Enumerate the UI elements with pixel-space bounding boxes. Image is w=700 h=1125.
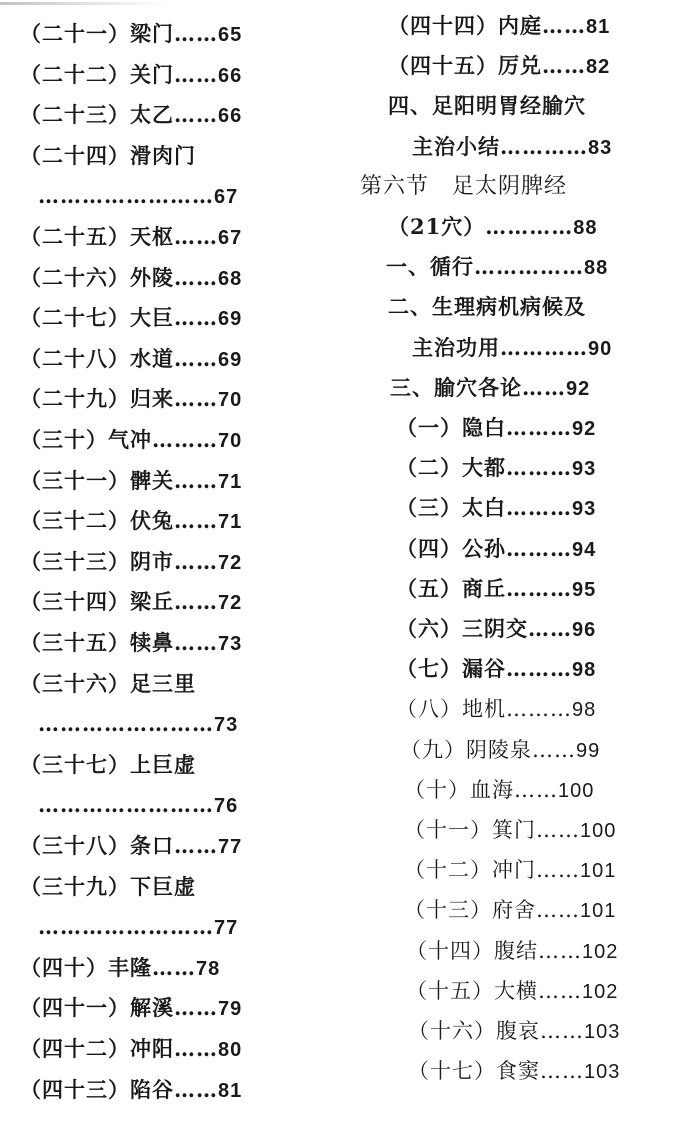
toc-entry bbox=[388, 294, 586, 320]
toc-leader-dots: …………………… bbox=[38, 183, 214, 209]
toc-page-number: 92 bbox=[572, 418, 597, 440]
toc-entry-title: （十四）腹结 bbox=[406, 938, 538, 963]
toc-page-number: 98 bbox=[572, 659, 597, 682]
toc-page-number: 72 bbox=[218, 592, 243, 615]
toc-entry bbox=[20, 143, 196, 169]
toc-page-number: 69 bbox=[218, 348, 243, 371]
toc-page-number: 93 bbox=[572, 498, 597, 521]
toc-leader-dots: ……… bbox=[152, 427, 218, 452]
toc-page-number: 92 bbox=[566, 377, 591, 400]
toc-entry bbox=[388, 13, 610, 40]
toc-page-number: 70 bbox=[218, 389, 243, 412]
toc-page-number: 88 bbox=[573, 217, 598, 239]
toc-leader-dots: ……… bbox=[506, 697, 572, 722]
toc-leader-dots: …… bbox=[532, 737, 576, 762]
toc-page-number: 102 bbox=[582, 980, 619, 1003]
toc-entry-title: （三十二）伏兔 bbox=[20, 508, 174, 534]
toc-entry bbox=[20, 386, 242, 413]
toc-entry bbox=[396, 576, 596, 603]
toc-leader-dots: ………… bbox=[500, 133, 588, 159]
toc-entry bbox=[396, 495, 596, 522]
toc-leader-dots: …… bbox=[536, 818, 580, 842]
toc-entry-title: （三）太白 bbox=[396, 495, 506, 521]
toc-entry-title: （十二）冲门 bbox=[404, 858, 536, 883]
toc-entry-title: （三十七）上巨虚 bbox=[20, 751, 196, 777]
toc-entry bbox=[388, 214, 597, 241]
toc-entry-title: （九）阴陵泉 bbox=[400, 737, 532, 762]
toc-page-number: 69 bbox=[218, 308, 243, 331]
toc-entry bbox=[20, 21, 242, 48]
toc-leader-dots: …… bbox=[542, 53, 586, 79]
toc-entry bbox=[20, 1036, 242, 1063]
toc-entry-title: （十）血海 bbox=[404, 777, 514, 802]
toc-entry bbox=[396, 415, 596, 442]
toc-entry bbox=[20, 955, 220, 982]
toc-leader-dots: ………… bbox=[500, 334, 588, 360]
toc-entry bbox=[20, 630, 242, 657]
toc-entry-title: （二十七）大巨 bbox=[20, 305, 174, 331]
toc-leader-dots: …… bbox=[174, 589, 218, 615]
toc-leader-dots: …… bbox=[522, 374, 566, 400]
toc-leader-dots: …………………… bbox=[38, 914, 214, 940]
toc-entry bbox=[20, 62, 242, 89]
toc-leader-dots: ……… bbox=[506, 415, 572, 440]
toc-entry-title: （十五）大横 bbox=[406, 978, 538, 1003]
toc-leader-dots: …… bbox=[174, 21, 218, 46]
toc-entry bbox=[396, 656, 596, 683]
toc-entry bbox=[38, 711, 238, 738]
toc-entry bbox=[396, 455, 596, 482]
toc-entry bbox=[406, 938, 618, 965]
toc-entry-title: （四十三）陷谷 bbox=[20, 1076, 174, 1102]
toc-entry-title: 一、循行 bbox=[386, 254, 474, 280]
toc-entry bbox=[20, 549, 242, 576]
toc-entry-title: （十三）府舍 bbox=[404, 898, 536, 923]
toc-entry-title: （七）漏谷 bbox=[396, 656, 506, 682]
toc-entry-title: （四十一）解溪 bbox=[20, 995, 174, 1021]
scan-artifact bbox=[0, 2, 170, 5]
toc-entry-title: （21穴） bbox=[388, 214, 486, 239]
toc-page-number: 73 bbox=[214, 714, 239, 737]
toc-entry bbox=[20, 1077, 242, 1104]
toc-entry bbox=[20, 468, 242, 495]
toc-leader-dots: …… bbox=[174, 345, 218, 371]
toc-leader-dots: …… bbox=[174, 1036, 218, 1061]
toc-entry bbox=[20, 833, 242, 860]
toc-leader-dots: …… bbox=[542, 13, 586, 38]
toc-leader-dots: …… bbox=[540, 1019, 584, 1043]
toc-entry bbox=[20, 752, 196, 778]
toc-page-number: 72 bbox=[218, 551, 243, 574]
toc-entry bbox=[404, 777, 594, 804]
toc-leader-dots: …… bbox=[174, 61, 218, 87]
toc-page-number: 71 bbox=[218, 470, 243, 493]
toc-entry bbox=[390, 375, 590, 402]
toc-entry-title: （十一）箕门 bbox=[404, 818, 536, 842]
toc-entry-title: （四十四）内庭 bbox=[388, 13, 542, 38]
toc-entry-title: 第六节 足太阴脾经 bbox=[360, 173, 568, 199]
toc-page-number: 95 bbox=[572, 578, 597, 601]
toc-page-number: 65 bbox=[218, 24, 243, 46]
toc-page-number: 103 bbox=[584, 1021, 621, 1043]
toc-page-number: 67 bbox=[218, 227, 243, 249]
toc-entry bbox=[20, 671, 196, 697]
toc-page-number: 98 bbox=[572, 699, 597, 722]
toc-leader-dots: …… bbox=[174, 224, 218, 249]
toc-leader-dots: …… bbox=[540, 1059, 584, 1084]
toc-entry bbox=[404, 857, 616, 884]
toc-leader-dots: ……… bbox=[506, 495, 572, 521]
toc-entry bbox=[20, 346, 242, 373]
toc-leader-dots: …………… bbox=[474, 254, 584, 280]
toc-entry-title: （二十九）归来 bbox=[20, 386, 174, 412]
toc-entry bbox=[396, 536, 596, 563]
toc-entry-title: （三十九）下巨虚 bbox=[20, 873, 196, 899]
toc-entry bbox=[20, 874, 196, 900]
toc-entry-title: （四十五）厉兑 bbox=[388, 53, 542, 79]
toc-leader-dots: …… bbox=[536, 898, 580, 923]
toc-entry bbox=[20, 102, 242, 129]
toc-leader-dots: …… bbox=[174, 548, 218, 574]
toc-entry-title: （二十八）水道 bbox=[20, 345, 174, 371]
toc-entry bbox=[38, 183, 238, 210]
toc-page-number: 78 bbox=[196, 957, 221, 980]
toc-entry-title: （三十八）条口 bbox=[20, 833, 174, 858]
toc-page-number: 101 bbox=[580, 860, 617, 883]
toc-leader-dots: …… bbox=[174, 995, 218, 1021]
toc-entry bbox=[20, 265, 242, 292]
toc-entry-title: 主治小结 bbox=[412, 133, 500, 159]
toc-leader-dots: …… bbox=[174, 305, 218, 331]
toc-page-number: 82 bbox=[586, 56, 611, 79]
toc-entry bbox=[20, 224, 242, 251]
toc-entry bbox=[412, 134, 612, 161]
toc-leader-dots: …… bbox=[174, 386, 218, 412]
toc-page-number: 102 bbox=[582, 940, 619, 963]
toc-leader-dots: …… bbox=[174, 508, 218, 534]
toc-entry-title: 主治功用 bbox=[412, 334, 500, 360]
toc-entry-title: （二十一）梁门 bbox=[20, 21, 174, 46]
toc-leader-dots: ……… bbox=[506, 656, 572, 682]
toc-entry bbox=[20, 589, 242, 616]
toc-leader-dots: ……… bbox=[506, 575, 572, 601]
toc-page-number: 66 bbox=[218, 64, 243, 87]
toc-entry bbox=[20, 508, 242, 535]
toc-entry-title: 四、足阳明胃经腧穴 bbox=[388, 93, 586, 119]
toc-page-number: 67 bbox=[214, 186, 239, 209]
toc-leader-dots: …… bbox=[174, 833, 218, 858]
toc-entry bbox=[404, 897, 616, 924]
toc-page-number: 88 bbox=[584, 257, 609, 280]
toc-entry-title: （八）地机 bbox=[396, 697, 506, 722]
toc-entry bbox=[20, 305, 242, 332]
toc-page-number: 77 bbox=[214, 917, 239, 940]
toc-page-number: 79 bbox=[218, 998, 243, 1021]
toc-entry-title: （二十四）滑肉门 bbox=[20, 142, 196, 168]
toc-entry-title: （三十）气冲 bbox=[20, 427, 152, 452]
toc-page-number: 100 bbox=[558, 779, 595, 802]
toc-leader-dots: ………… bbox=[485, 214, 574, 239]
toc-entry bbox=[408, 1018, 620, 1045]
toc-entry bbox=[386, 254, 608, 281]
toc-entry-title: （三十五）犊鼻 bbox=[20, 630, 174, 655]
toc-entry-title: （四十二）冲阳 bbox=[20, 1036, 174, 1061]
toc-entry-title: （四十）丰隆 bbox=[20, 954, 152, 980]
toc-entry-title: （五）商丘 bbox=[396, 575, 506, 601]
toc-entry-title: （二十二）关门 bbox=[20, 61, 174, 87]
toc-entry-title: （三十三）阴市 bbox=[20, 548, 174, 574]
toc-entry-title: （十七）食窦 bbox=[408, 1059, 540, 1084]
toc-entry-title: （一）隐白 bbox=[396, 415, 506, 440]
toc-leader-dots: …… bbox=[174, 102, 218, 128]
toc-entry-title: 二、生理病机病候及 bbox=[388, 294, 586, 320]
toc-leader-dots: …… bbox=[514, 777, 558, 802]
toc-leader-dots: …… bbox=[528, 616, 572, 641]
toc-page-number: 94 bbox=[572, 538, 597, 561]
toc-entry-title: （二十三）太乙 bbox=[20, 102, 174, 128]
toc-page-number: 100 bbox=[580, 820, 617, 842]
toc-page-number: 66 bbox=[218, 105, 243, 128]
toc-entry-title: （十六）腹哀 bbox=[408, 1019, 540, 1043]
toc-leader-dots: …… bbox=[536, 858, 580, 883]
toc-page-number: 99 bbox=[576, 739, 601, 762]
toc-entry bbox=[406, 978, 618, 1005]
toc-entry bbox=[20, 995, 242, 1022]
toc-entry bbox=[388, 53, 610, 80]
toc-entry bbox=[396, 616, 596, 643]
toc-entry-title: （三十六）足三里 bbox=[20, 670, 196, 696]
toc-entry bbox=[38, 792, 238, 819]
toc-entry bbox=[408, 1058, 620, 1085]
toc-entry bbox=[388, 93, 586, 119]
toc-leader-dots: …………………… bbox=[38, 711, 214, 737]
toc-page-number: 80 bbox=[218, 1039, 243, 1061]
toc-entry bbox=[400, 737, 600, 764]
toc-entry-title: （二十六）外陵 bbox=[20, 264, 174, 290]
toc-leader-dots: …… bbox=[174, 264, 218, 290]
toc-page-number: 103 bbox=[584, 1061, 621, 1084]
toc-entry-title: （三十一）髀关 bbox=[20, 467, 174, 493]
toc-entry bbox=[412, 335, 612, 362]
toc-leader-dots: ……… bbox=[506, 455, 572, 481]
toc-page-number: 76 bbox=[214, 795, 239, 818]
toc-entry-title: （四）公孙 bbox=[396, 535, 506, 561]
toc-leader-dots: …… bbox=[174, 467, 218, 493]
toc-page-number: 77 bbox=[218, 836, 243, 858]
toc-leader-dots: ……… bbox=[506, 535, 572, 561]
toc-page-number: 81 bbox=[218, 1079, 243, 1102]
toc-page-number: 83 bbox=[588, 136, 613, 159]
toc-entry bbox=[396, 696, 596, 723]
toc-page-number: 68 bbox=[218, 267, 243, 290]
toc-page-number: 90 bbox=[588, 337, 613, 360]
toc-entry-title: （六）三阴交 bbox=[396, 616, 528, 641]
toc-page-number: 96 bbox=[572, 619, 597, 641]
toc-leader-dots: …… bbox=[152, 954, 196, 980]
toc-page-number: 71 bbox=[218, 511, 243, 534]
toc-entry bbox=[360, 174, 567, 200]
toc-leader-dots: …………………… bbox=[38, 792, 214, 818]
toc-leader-dots: …… bbox=[538, 978, 582, 1003]
toc-page-number: 93 bbox=[572, 458, 597, 481]
toc-entry-title: （二十五）天枢 bbox=[20, 224, 174, 249]
toc-leader-dots: …… bbox=[538, 938, 582, 963]
toc-leader-dots: …… bbox=[174, 1076, 218, 1102]
toc-entry bbox=[404, 817, 616, 844]
toc-leader-dots: …… bbox=[174, 630, 218, 655]
toc-entry bbox=[20, 427, 242, 454]
toc-entry-title: 三、腧穴各论 bbox=[390, 374, 522, 400]
toc-page-number: 81 bbox=[586, 16, 611, 38]
toc-entry bbox=[38, 914, 238, 941]
toc-page-number: 70 bbox=[218, 430, 243, 452]
toc-entry-title: （三十四）梁丘 bbox=[20, 589, 174, 615]
toc-entry-title: （二）大都 bbox=[396, 455, 506, 481]
toc-page-number: 73 bbox=[218, 633, 243, 655]
toc-page-number: 101 bbox=[580, 900, 617, 923]
